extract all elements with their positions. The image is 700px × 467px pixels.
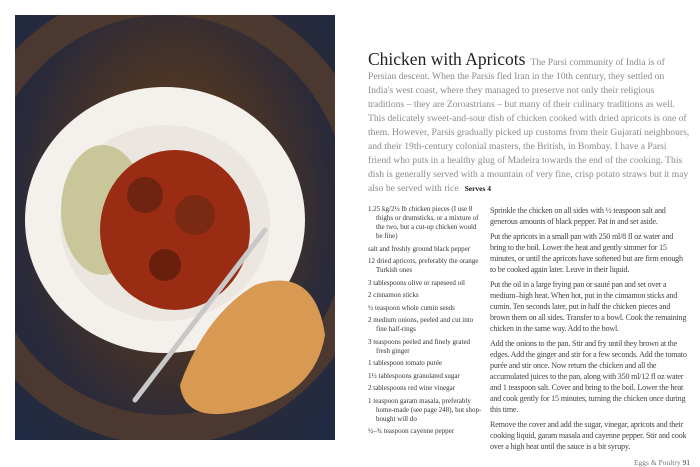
recipe-photo (15, 15, 335, 440)
ingredient-item: ½–¾ teaspoon cayenne pepper (368, 427, 455, 435)
recipe-text-page (368, 49, 690, 467)
ingredient-item: ½ teaspoon whole cumin seeds (368, 303, 455, 312)
serves: Serves 4 (464, 184, 492, 193)
ingredient-item: 2 cinnamon sticks (368, 291, 419, 299)
ingredient-item: 3 teaspoons peeled and finely grated fresh ginger (368, 337, 471, 355)
chicken-stew (100, 150, 250, 310)
chicken-piece (175, 195, 215, 235)
recipe-title: Chicken with Apricots (368, 49, 526, 69)
method (490, 205, 690, 456)
chicken-piece (149, 249, 181, 281)
ingredient-item: 1 teaspoon garam masala, preferably home-made (see page 248), but shop-bought will do (368, 396, 482, 423)
ingredient-item: 3 tablespoons olive or rapeseed oil (368, 278, 466, 287)
recipe-columns (368, 205, 690, 456)
ingredient-item: 1.25 kg/2½ lb chicken pieces (I use 8 thighs or drumsticks, or a mixture of the two, but a cut-up chicken would be fine) (368, 205, 479, 240)
section-name: Eggs & Poultry (633, 458, 681, 467)
page-footer (634, 458, 690, 467)
method-step: Put the apricots in a small pan with 250 ml/8 fl oz water and bring to the boil. Lower the heat and gently simmer for 15 minutes, or until the apricots have softened but are firm enough to be cooked again later. Leave in their liquid. (490, 232, 683, 274)
intro-text: The Parsi community of India is of Persian descent. When the Parsis fled Iran in the 10th century, they settled on India's west coast, where they managed to preserve not only their religious traditions – they are Zoroastrians – but many of their culinary traditions as well. This delicately sweet-and-sour dish of chicken cooked with dried apricots is one of them. However, Parsis gradually picked up customs from their Gujarati neighbours, and their 19th-century colonial masters, the British, in Bombay. I have a Parsi friend who puts in a healthy glug of Madeira towards the end of the cooking. This dish is generally served with a mountain of very fine, crisp potato straws but it may also be served with rice (368, 57, 690, 194)
ingredients-list (368, 205, 484, 440)
method-step: Add the onions to the pan. Stir and fry until they brown at the edges. Add the ginger and stir for a few seconds. Add the tomato purée and stir once. Now return the chicken and all the accumulated juices to the pan, along with 350 ml/12 fl oz water and 1 teaspoon salt. Cover and bring to the boil. Lower the heat and cook gently for 15 minutes, turning the chicken once during this time. (490, 339, 687, 414)
ingredient-item: 1 tablespoon tomato purée (368, 359, 443, 367)
method-step: Put the oil in a large frying pan or sauté pan and set over a medium–high heat. When hot, put in the cinnamon sticks and cumin. Ten seconds later, put in half the chicken pieces and brown them on all sides. Transfer to a bowl. Cook the remaining chicken in the same way. Add to the bowl. (490, 280, 687, 333)
chicken-piece (127, 177, 163, 213)
ingredient-item: 2 medium onions, peeled and cut into fine half-rings (368, 316, 474, 333)
ingredient-item: 1½ tablespoons granulated sugar (368, 371, 460, 380)
ingredient-item: salt and freshly ground black pepper (368, 244, 471, 253)
ingredient-item: 2 tablespoons red wine vinegar (368, 384, 456, 392)
page-number: 91 (682, 458, 690, 467)
ingredient-item: 12 dried apricots, preferably the orange Turkish ones (368, 257, 479, 274)
recipe-intro (368, 49, 690, 196)
method-step: Sprinkle the chicken on all sides with ½ teaspoon salt and generous amounts of black pepper. Pat in and set aside. (490, 206, 666, 226)
method-step: Remove the cover and add the sugar, vinegar, apricots and their cooking liquid, garam masala and cayenne pepper. Stir and cook over a high heat until the sauce is a bit syrupy. (490, 420, 687, 451)
